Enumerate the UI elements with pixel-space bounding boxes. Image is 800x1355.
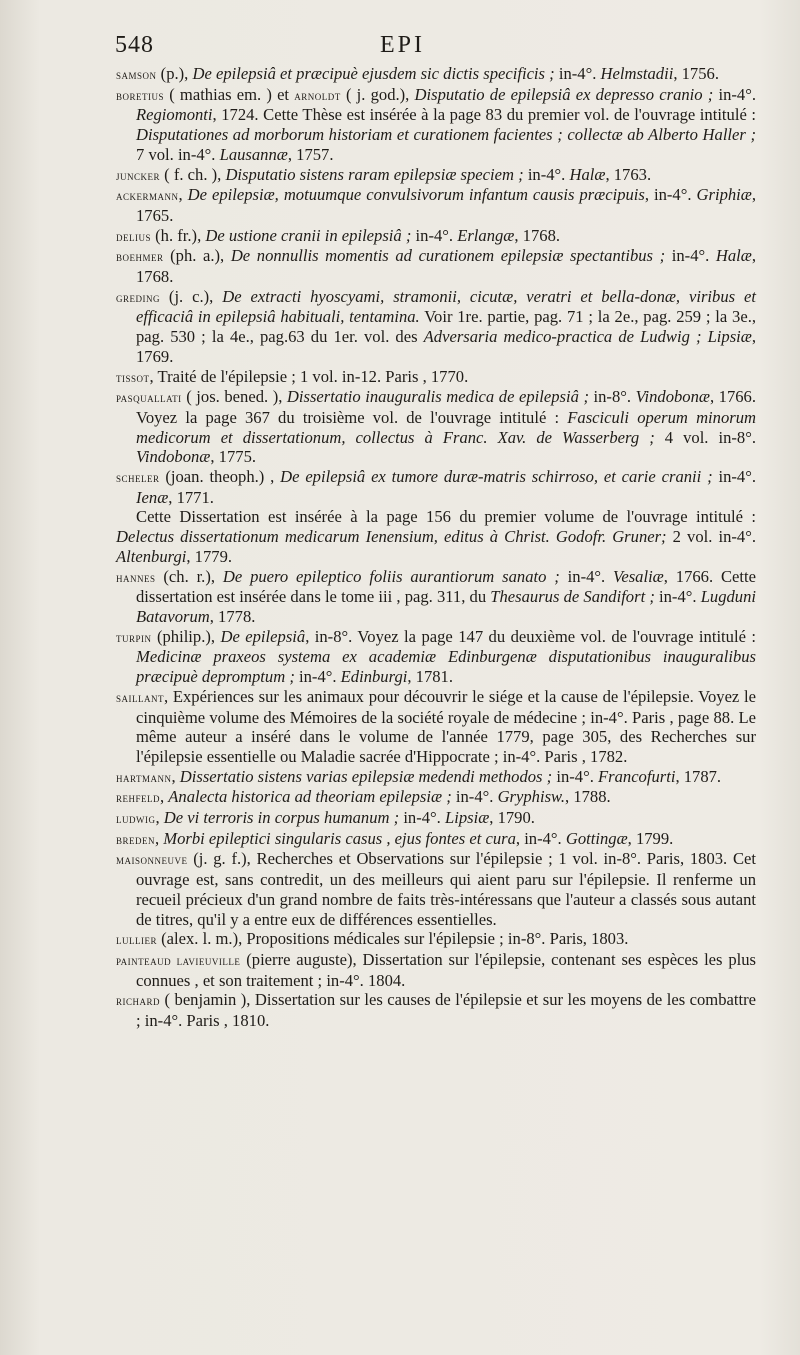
entry-text: , 1763. (605, 164, 652, 184)
entry-title: De extracti hyoscyami, stramonii, cicutæ, veratri et bella-donæ, viribus et efficaciâ in epilepsiâ habituali, tentamina. (136, 286, 756, 327)
bib-entry-juncker (116, 165, 756, 186)
entry-text: ( mathias em. ) et (164, 84, 295, 104)
bib-entry-breden (116, 829, 756, 850)
entry-place: Griphiæ (696, 185, 752, 205)
entry-author: delius (116, 228, 151, 244)
entry-text: (joan. theoph.) , (159, 467, 281, 487)
entry-author: painteaud lavieuville (116, 952, 241, 968)
bib-entry-tissot (116, 367, 756, 388)
entry-text: in-4°. (451, 787, 498, 807)
entry-title: Dissertatio sistens varias epilepsiæ medendi methodos ; (179, 766, 553, 786)
entry-text: (p.), (156, 64, 193, 83)
entry-place: Regiomonti (136, 105, 213, 125)
entry-text: , 1724. Cette Thèse est insérée à la page 83 du premier vol. de l'ouvrage intitulé : (212, 105, 756, 125)
entry-title: Disputationes ad morborum historiam et curationem facientes ; collectæ ab Alberto Haller ; (136, 125, 756, 145)
bib-entry-turpin (116, 627, 756, 687)
entry-title: De ustione cranii in epilepsiâ ; (205, 225, 412, 245)
entry-text: , 1787. (675, 766, 722, 786)
entry-title: Disputatio de epilepsiâ ex depresso cranio ; (414, 84, 714, 104)
entry-author: boretius (116, 87, 165, 103)
entry-text: , 1768. (514, 225, 561, 245)
entry-text: , 1765. (136, 185, 756, 225)
entry-place: Lausannæ (219, 144, 288, 164)
entry-text: 4 vol. in-8°. (654, 427, 756, 447)
entry-title: Adversaria medico-practica de Ludwig ; Lipsiæ (423, 327, 752, 347)
entry-text: in-4°. (713, 84, 757, 104)
entry-text: 7 vol. in-4°. (136, 144, 220, 164)
entry-place: Gottingæ (565, 828, 628, 848)
entry-author: samson (116, 67, 157, 82)
entry-text: , 1756. (673, 64, 719, 83)
entry-title: De epilepsiâ (220, 626, 306, 646)
entry-text: , 1778. (209, 606, 256, 626)
entry-place: Erlangæ (457, 225, 515, 245)
entry-title: Fasciculi operum minorum medicorum et dissertationum, collectus à Franc. Xav. de Wasserberg ; (136, 407, 756, 447)
entry-place: Francofurti (598, 766, 676, 786)
entry-place: Altenburgi (116, 546, 187, 566)
bib-entry-greding (116, 287, 756, 367)
entry-text: , (160, 787, 169, 807)
entry-text: ( jos. bened. ), (181, 387, 287, 407)
entry-text: ( f. ch. ), (160, 164, 226, 184)
entry-place: Vesaliæ (613, 566, 664, 586)
entry-text: ( benjamin ), Dissertation sur les causes de l'épilepsie et sur les moyens de les combattre ; in-4°. Paris , 1810. (136, 990, 756, 1031)
entry-title: De epilepsiâ et præcipuè ejusdem sic dictis specificis ; (192, 64, 555, 83)
entry-text: , 1799. (627, 828, 674, 848)
entry-text: (j. g. f.), Recherches et Observations sur l'épilepsie ; 1 vol. in-8°. Paris, 1803. Cet ouvrage est, sans contredit, un des meilleurs qui aient paru sur l'épilepsie. Il renferme un recueil précieux d'un grand nombre de faits très-intéressans que l'auteur a classés sous autant de titres, qu'il y a entre eux de différences essentielles. (136, 849, 756, 929)
entry-text: ( j. god.), (340, 84, 415, 104)
entry-text: Voir 1re. partie, pag. 71 ; la 2e., pag. 259 ; la 3e., pag. 530 ; la 4e., pag.63 du 1er. vol. des (136, 307, 756, 347)
entry-text: in-4°. (712, 467, 756, 487)
page-header (115, 32, 760, 62)
entry-title: De puero epileptico foliis aurantiorum sanato ; (222, 566, 560, 586)
bib-entry-samson (116, 64, 756, 85)
entry-author: ackermann (116, 188, 179, 204)
entry-author: maisonneuve (116, 852, 188, 868)
entry-text: in-4°. (552, 766, 598, 786)
entry-title: De epilepsiâ ex tumore duræ-matris schirroso, et carie cranii ; (280, 467, 713, 487)
entry-text: in-4°. (411, 225, 458, 245)
entry-text: , (171, 766, 180, 786)
entry-text: 2 vol. in-4°. (666, 527, 757, 547)
page-number: 548 (115, 32, 154, 58)
entry-text: , 1768. (136, 246, 757, 287)
entry-text: in-4°. (559, 566, 614, 586)
entry-author: lullier (116, 932, 157, 948)
bib-entry-pasquallati (116, 387, 756, 467)
entry-title: Medicinæ praxeos systema ex academiæ Edinburgenæ disputationibus inauguralibus præcipuè depromptum ; (136, 647, 756, 687)
entry-author: boehmer (116, 249, 164, 265)
entry-text: (h. fr.), (151, 225, 206, 245)
bib-entry-delius (116, 226, 756, 247)
entry-author: richard (116, 993, 161, 1009)
entry-text: in-4°. (554, 64, 601, 83)
entry-text: , Traité de l'épilepsie ; 1 vol. in-12. Paris , 1770. (149, 366, 469, 386)
bib-entry-ackermann (116, 185, 756, 225)
entry-text: in-4°. (294, 667, 341, 687)
entry-text: , 1775. (210, 447, 257, 467)
entry-text: , in-8°. Voyez la page 147 du deuxième vol. de l'ouvrage intitulé : (305, 626, 756, 646)
entry-text: , 1790. (489, 808, 535, 828)
bib-entry-scheler (116, 467, 756, 507)
entry-text: in-8°. (588, 387, 636, 407)
entry-title: De vi terroris in corpus humanum ; (163, 808, 400, 828)
entry-text: , 1769. (136, 327, 757, 366)
entry-author: ludwig (116, 811, 156, 827)
scheler-note (116, 507, 756, 566)
entry-text: (pierre auguste), Dissertation sur l'épilepsie, contenant ses espèces les plus connues , et son traitement ; in-4°. 1804. (136, 949, 756, 990)
entry-text: in-4°. (665, 246, 716, 266)
entry-author: turpin (116, 629, 152, 645)
entry-author: arnoldt (294, 87, 341, 103)
bib-entry-hartmann (116, 767, 756, 788)
bib-entry-maisonneuve (116, 849, 756, 929)
bib-entry-richard (116, 990, 756, 1030)
entry-title: Disputatio sistens raram epilepsiæ speciem ; (225, 164, 524, 184)
bibliography-list (116, 64, 756, 1031)
entry-text: , 1781. (407, 667, 453, 687)
entry-place: Gryphisw. (497, 787, 566, 807)
entry-text: (alex. l. m.), Propositions médicales sur l'épilepsie ; in-8°. Paris, 1803. (157, 929, 629, 949)
entry-place: Lipsiæ (444, 808, 490, 828)
entry-title: De nonnullis momentis ad curationem epilepsiæ spectantibus ; (230, 246, 666, 266)
entry-title: Dissertatio inauguralis medica de epilepsiâ ; (286, 387, 589, 407)
entry-author: hartmann (116, 769, 172, 785)
bib-entry-painteaud (116, 950, 756, 990)
entry-text: , in-4°. (644, 185, 697, 205)
entry-place: Lugduni Batavorum (136, 587, 757, 626)
entry-title: Thesaurus de Sandifort ; (490, 587, 655, 607)
entry-place: Vindobonæ (635, 387, 710, 407)
entry-title: Morbi epileptici singularis casus , ejus fontes et cura (163, 828, 516, 848)
entry-text: , 1779. (186, 546, 233, 566)
entry-text: , 1766. Cette dissertation est insérée dans le tome iii , pag. 311, du (136, 566, 756, 607)
entry-text: in-4°. (399, 808, 445, 828)
entry-place: Vindobonæ (136, 447, 211, 467)
entry-place: Ienæ (136, 487, 169, 507)
entry-author: rehfeld (116, 790, 160, 806)
entry-text: , 1788. (565, 787, 611, 807)
entry-text: in-4°. (523, 164, 570, 184)
entry-text: (ch. r.), (155, 566, 223, 586)
entry-place: Halæ (569, 164, 606, 184)
entry-author: pasquallati (116, 390, 182, 406)
entry-author: saillant (116, 689, 164, 705)
entry-title: Analecta historica ad theoriam epilepsiæ ; (168, 787, 452, 807)
bib-entry-boehmer (116, 246, 756, 286)
bib-entry-boretius (116, 85, 756, 165)
entry-text: (ph. a.), (163, 246, 231, 266)
bib-entry-ludwig (116, 808, 756, 829)
running-head: EPI (380, 32, 425, 58)
bib-entry-rehfeld (116, 787, 756, 808)
entry-title: Delectus dissertationum medicarum Ienensium, editus à Christ. Godofr. Gruner; (116, 527, 667, 547)
bib-entry-saillant (116, 687, 756, 767)
entry-author: scheler (116, 470, 160, 486)
entry-author: juncker (116, 167, 161, 183)
entry-text: (philip.), (151, 626, 221, 646)
entry-text: , 1771. (168, 487, 214, 507)
entry-author: breden (116, 831, 155, 847)
entry-author: hannes (116, 569, 156, 585)
entry-text: Cette Dissertation est insérée à la page 156 du premier volume de l'ouvrage intitulé : (136, 507, 756, 527)
entry-text: (j. c.), (160, 286, 223, 306)
entry-text: , (155, 828, 164, 848)
entry-text: , in-4°. (515, 828, 566, 848)
entry-text: , 1757. (287, 144, 334, 164)
entry-text: , (155, 808, 164, 828)
bib-entry-lullier (116, 929, 756, 950)
bib-entry-hannes (116, 567, 756, 627)
entry-place: Halæ (715, 246, 752, 266)
entry-author: greding (116, 289, 160, 305)
entry-author: tissot (116, 369, 150, 385)
entry-place: Helmstadii (600, 64, 674, 83)
entry-text: in-4°. (654, 587, 701, 607)
entry-text: , Expériences sur les animaux pour découvrir le siége et la cause de l'épilepsie. Voyez le cinquième volume des Mémoires de la société royale de médecine ; in-4°. Paris , page 88. Le même auteur a inséré dans le volume de l'année 1779, page 305, des Recherches sur l'épilepsie essentielle ou Maladie sacrée d'Hippocrate ; in-4°. Paris , 1782. (136, 686, 756, 766)
entry-text: , (178, 185, 188, 205)
entry-text: , 1766. Voyez la page 367 du troisième vol. de l'ouvrage intitulé : (136, 387, 757, 427)
entry-title: De epilepsiæ, motuumque convulsivorum infantum causis præcipuis (187, 185, 645, 205)
entry-place: Edinburgi (340, 667, 408, 687)
